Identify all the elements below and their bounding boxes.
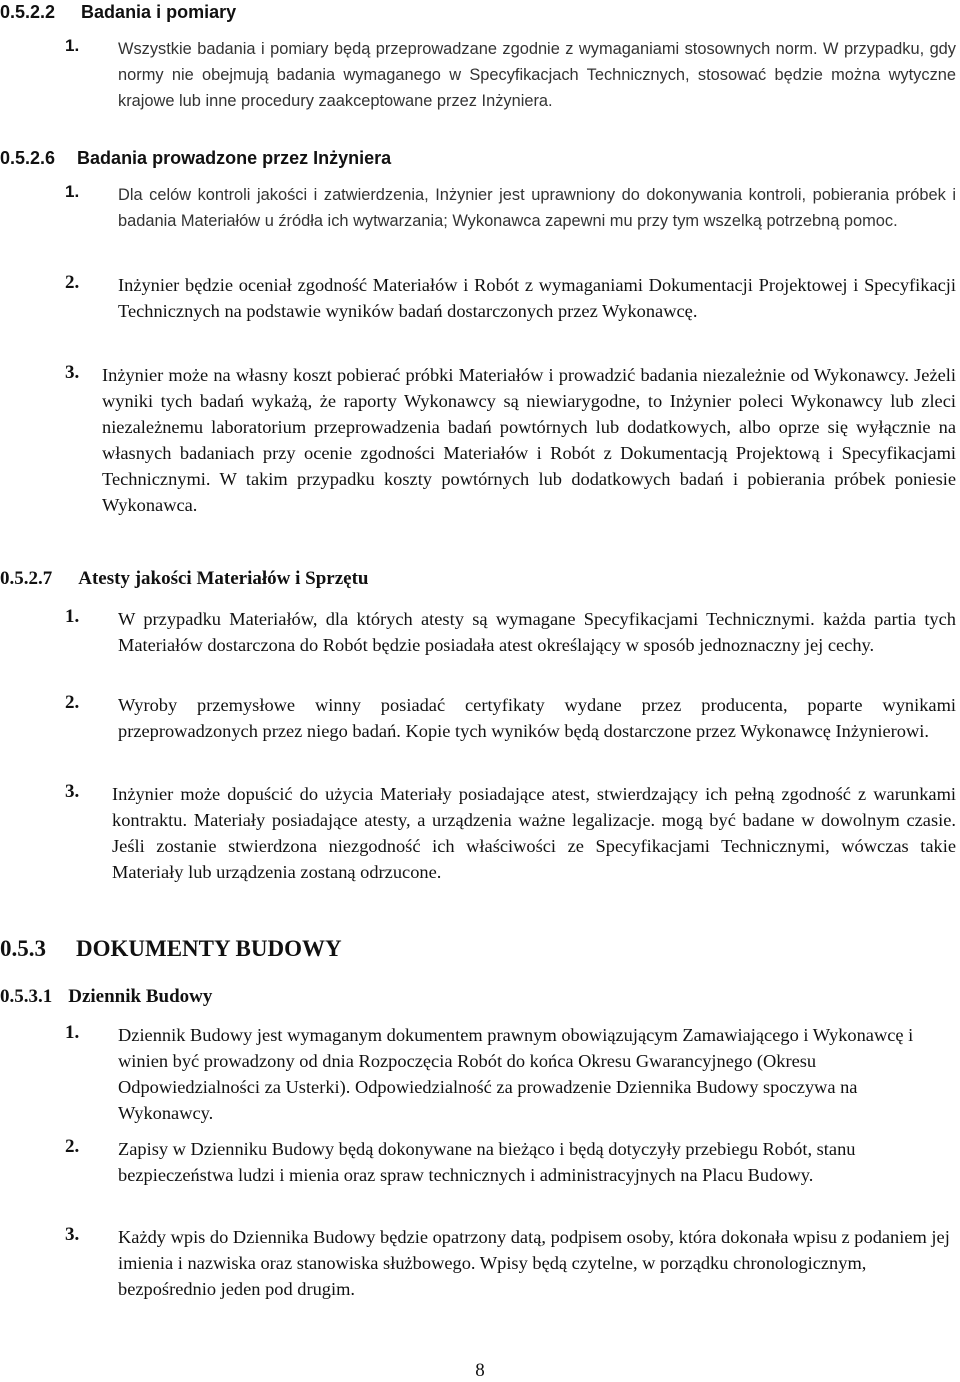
section-title: DOKUMENTY BUDOWY <box>76 936 342 961</box>
list-number: 3. <box>65 781 80 802</box>
list-item-text: Wyroby przemysłowe winny posiadać certyfikaty wydane przez producenta, poparte wynikami przeprowadzonych przez niego badań. Kopie tych wyników będą dostarczone przez Wykonawcę Inżynierowi. <box>118 695 956 741</box>
list-item-text: Inżynier może dopuścić do użycia Materiały posiadające atest, stwierdzający ich pełną zgodność z warunkami kontraktu. Materiały posiadające atesty, a urządzenia ważne legalizacje. mogą być badane w dowolnym czasie. Jeśli zostanie stwierdzona niezgodność ich właściwości ze Specyfikacjami Technicznymi, wówczas takie Materiały lub urządzenia zostaną odrzucone. <box>112 784 956 882</box>
list-item-text: Inżynier będzie oceniał zgodność Materiałów i Robót z wymaganiami Dokumentacji Projektowej i Specyfikacji Technicznych na podstawie wyników badań dostarczonych przez Wykonawcę. <box>118 275 956 321</box>
list-number: 1. <box>65 182 80 201</box>
section-title: Dziennik Budowy <box>68 986 213 1007</box>
list-item-text: Inżynier może na własny koszt pobierać próbki Materiałów i prowadzić badania niezależnie od Wykonawcy. Jeżeli wyniki tych badań wykażą, że raporty Wykonawcy są niewiarygodne, to Inżynier poleci Wykonawcy lub zleci niezależnemu laboratorium przeprowadzenia badań powtórnych lub dodatkowych, albo oprze się wyłącznie na własnych badaniach przy ocenie zgodności Materiałów i Robót z Dokumentacją Projektową i Specyfikacjami Technicznymi. W takim przypadku koszty powtórnych lub dodatkowych badań i pobierania próbek poniesie Wykonawca. <box>102 365 956 515</box>
list-item-text: Dziennik Budowy jest wymaganym dokumentem prawnym obowiązującym Zamawiającego i Wykonawcę i winien być prowadzony od dnia Rozpoczęcia Robót do końca Okresu Gwarancyjnego (Okresu Odpowiedzialności za Usterki). Odpowiedzialność za prowadzenie Dziennika Budowy spoczywa na Wykonawcy. <box>118 1025 914 1123</box>
list-number: 1. <box>65 1022 80 1043</box>
section-number: 0.5.2.6 <box>0 148 56 168</box>
section-title: Badania i pomiary <box>81 2 237 22</box>
list-item-text: Dla celów kontroli jakości i zatwierdzenia, Inżynier jest uprawniony do dokonywania kontroli, pobierania próbek i badania Materiałów u źródła ich wytwarzania; Wykonawca zapewni mu przy tym wszelką potrzebną pomoc. <box>118 186 956 230</box>
list-item-text: Każdy wpis do Dziennika Budowy będzie opatrzony datą, podpisem osoby, która dokonała wpisu z podaniem jej imienia i nazwiska oraz stanowiska służbowego. Wpisy będą czytelne, w porządku chronologicznym, bezpośrednio jeden pod drugim. <box>118 1227 950 1299</box>
section-heading-0-5-2-2 <box>0 2 236 23</box>
list-item-text: W przypadku Materiałów, dla których atesty są wymagane Specyfikacjami Technicznymi. każda partia tych Materiałów dostarczona do Robót będzie posiadała atest określający w sposób jednoznaczny jej cechy. <box>118 609 956 655</box>
section-heading-0-5-2-6 <box>0 148 391 169</box>
section-heading-0-5-3-1 <box>0 986 212 1008</box>
section-heading-0-5-2-7 <box>0 568 368 590</box>
list-item-text: Zapisy w Dzienniku Budowy będą dokonywane na bieżąco i będą dotyczyły przebiegu Robót, stanu bezpieczeństwa ludzi i mienia oraz spraw technicznych i administracyjnych na Placu Budowy. <box>118 1139 856 1185</box>
list-number: 1. <box>65 36 80 55</box>
list-item-text: Wszystkie badania i pomiary będą przeprowadzane zgodnie z wymaganiami stosownych norm. W przypadku, gdy normy nie obejmują badania wymaganego w Specyfikacjach Technicznych, stosować będzie można wytyczne krajowe lub inne procedury zaakceptowane przez Inżyniera. <box>118 40 956 110</box>
section-number: 0.5.3.1 <box>0 986 53 1007</box>
list-number: 1. <box>65 606 80 627</box>
section-number: 0.5.2.2 <box>0 2 56 22</box>
page-number: 8 <box>475 1360 485 1381</box>
section-title: Atesty jakości Materiałów i Sprzętu <box>78 568 369 589</box>
list-number: 3. <box>65 1224 80 1245</box>
section-number: 0.5.2.7 <box>0 568 53 589</box>
section-number: 0.5.3 <box>0 936 46 961</box>
list-number: 2. <box>65 272 80 293</box>
list-number: 3. <box>65 362 80 383</box>
list-number: 2. <box>65 692 80 713</box>
section-heading-0-5-3 <box>0 936 342 962</box>
section-title: Badania prowadzone przez Inżyniera <box>77 148 392 168</box>
list-number: 2. <box>65 1136 80 1157</box>
